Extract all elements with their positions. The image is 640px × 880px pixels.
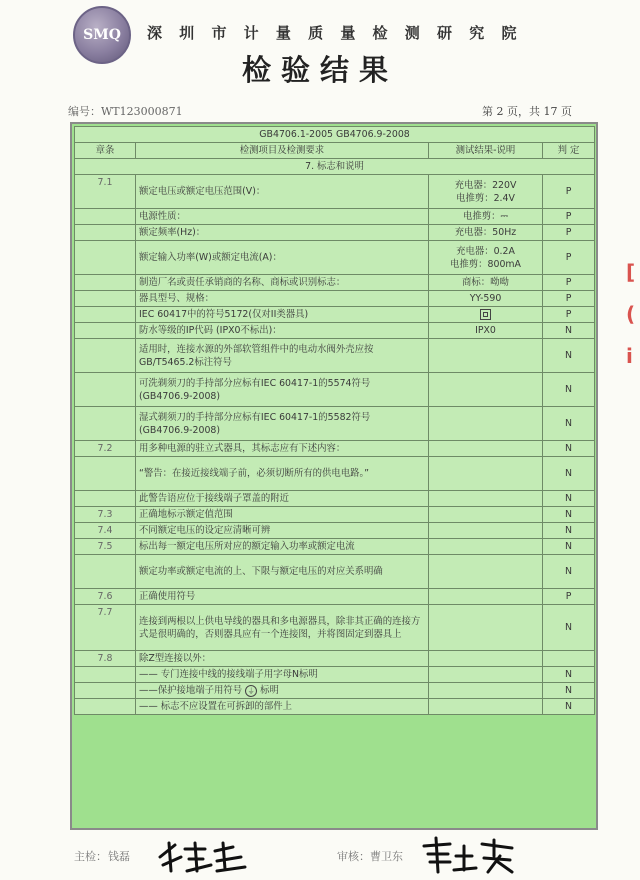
table-row (75, 291, 595, 307)
item-cell: 电源性质： (136, 209, 429, 225)
report-header (0, 0, 640, 118)
table-row (75, 683, 595, 699)
result-cell: 充电器：50Hz (429, 225, 543, 241)
clause-cell: 7.4 (75, 523, 136, 539)
table-row (75, 323, 595, 339)
result-cell: 充电器：0.2A 电推剪：800mA (429, 241, 543, 275)
item-cell: 连接到两根以上供电导线的器具和多电源器具，除非其正确的连接方式是很明确的，否则器具应有一个连接图，并将图固定到器具上 (136, 605, 429, 651)
table-row (75, 523, 595, 539)
col-clause-header: 章条 (75, 143, 136, 159)
item-cell: 额定功率或额定电流的上、下限与额定电压的对应关系明确 (136, 555, 429, 589)
clause-cell (75, 307, 136, 323)
table-row (75, 667, 595, 683)
result-cell (429, 589, 543, 605)
result-cell (429, 651, 543, 667)
verdict-cell: P (543, 307, 595, 323)
item-text-suffix: 标明 (260, 685, 279, 696)
clause-cell (75, 323, 136, 339)
col-verdict-header: 判 定 (543, 143, 595, 159)
table-row (75, 539, 595, 555)
reviewer-label: 审核： (337, 850, 370, 863)
clause-cell: 7.3 (75, 507, 136, 523)
verdict-cell: N (543, 339, 595, 373)
report-footer (0, 830, 640, 880)
page-title: 检验结果 (241, 53, 398, 87)
standards-row: GB4706.1-2005 GB4706.9-2008 (75, 127, 595, 143)
table-row (75, 457, 595, 491)
result-cell (429, 457, 543, 491)
verdict-cell: P (543, 175, 595, 209)
table-row (75, 241, 595, 275)
item-cell: 器具型号、规格： (136, 291, 429, 307)
verdict-cell: P (543, 291, 595, 307)
result-cell (429, 339, 543, 373)
table-row (75, 491, 595, 507)
item-text: ——保护接地端子用符号 (139, 685, 243, 696)
result-cell (429, 605, 543, 651)
clause-cell (75, 339, 136, 373)
item-cell: 正确使用符号 (136, 589, 429, 605)
result-cell (429, 373, 543, 407)
inspection-table (74, 126, 595, 715)
item-cell: 湿式剃须刀的手持部分应标有IEC 60417-1的5582符号 (GB4706.9-2008) (136, 407, 429, 441)
table-row (75, 441, 595, 457)
page-number: 第 2 页，共 17 页 (482, 105, 572, 118)
table-row (75, 339, 595, 373)
result-cell (429, 539, 543, 555)
verdict-cell: N (543, 507, 595, 523)
result-cell (429, 523, 543, 539)
clause-cell (75, 699, 136, 715)
item-cell: 额定输入功率(W)或额定电流(A)： (136, 241, 429, 275)
table-row (75, 407, 595, 441)
inspector-signature (155, 835, 250, 875)
clause-cell (75, 683, 136, 699)
clause-cell: 7.2 (75, 441, 136, 457)
result-cell: IPX0 (429, 323, 543, 339)
verdict-cell: N (543, 699, 595, 715)
report-number: 编号：WT123000871 (68, 105, 183, 118)
item-cell: 防水等级的IP代码 (IPX0不标出)： (136, 323, 429, 339)
result-cell: YY-590 (429, 291, 543, 307)
item-cell: 额定频率(Hz)： (136, 225, 429, 241)
reviewer-signature (420, 834, 520, 876)
verdict-cell: N (543, 441, 595, 457)
item-cell: IEC 60417中的符号5172(仅对II类器具) (136, 307, 429, 323)
header-row (75, 143, 595, 159)
item-cell: 不同额定电压的设定应清晰可辨 (136, 523, 429, 539)
clause-cell (75, 291, 136, 307)
result-cell (429, 441, 543, 457)
clause-cell (75, 667, 136, 683)
table-row (75, 175, 595, 209)
item-cell: 除Z型连接以外： (136, 651, 429, 667)
table-row (75, 555, 595, 589)
table-row (75, 605, 595, 651)
class-ii-symbol-icon (480, 309, 491, 320)
table-row (75, 307, 595, 323)
result-cell: 充电器：220V 电推剪：2.4V (429, 175, 543, 209)
table-row (75, 275, 595, 291)
verdict-cell: N (543, 555, 595, 589)
verdict-cell: P (543, 589, 595, 605)
verdict-cell: N (543, 605, 595, 651)
table-row (75, 699, 595, 715)
verdict-cell: P (543, 225, 595, 241)
section-title: 7. 标志和说明 (75, 159, 595, 175)
clause-cell: 7.5 (75, 539, 136, 555)
red-stamp-fragment: [ ( i (626, 260, 636, 368)
result-cell (429, 555, 543, 589)
result-cell (429, 507, 543, 523)
item-cell: —— 专门连接中线的接线端子用字母N标明 (136, 667, 429, 683)
item-cell: 额定电压或额定电压范围(V)： (136, 175, 429, 209)
item-cell: 正确地标示额定值范围 (136, 507, 429, 523)
col-item-header: 检测项目及检测要求 (136, 143, 429, 159)
clause-cell (75, 275, 136, 291)
earth-symbol-icon: ⏚ (245, 685, 257, 697)
inspector-label: 主检： (74, 850, 107, 863)
clause-cell: 7.6 (75, 589, 136, 605)
table-row (75, 209, 595, 225)
verdict-cell: N (543, 523, 595, 539)
verdict-cell: N (543, 667, 595, 683)
verdict-cell: N (543, 407, 595, 441)
result-cell (429, 683, 543, 699)
clause-cell: 7.8 (75, 651, 136, 667)
clause-cell (75, 555, 136, 589)
verdict-cell: N (543, 457, 595, 491)
logo-text: SMQ (83, 27, 121, 43)
clause-cell (75, 457, 136, 491)
verdict-cell: P (543, 209, 595, 225)
result-cell (429, 307, 543, 323)
clause-cell: 7.7 (75, 605, 136, 651)
clause-cell (75, 225, 136, 241)
clause-cell: 7.1 (75, 175, 136, 209)
item-cell: 适用时，连接水源的外部软管组件中的电动水阀外壳应按GB/T5465.2标注符号 (136, 339, 429, 373)
clause-cell (75, 241, 136, 275)
item-cell: 标出每一额定电压所对应的额定输入功率或额定电流 (136, 539, 429, 555)
item-cell: 可洗剃须刀的手持部分应标有IEC 60417-1的5574符号 (GB4706.9-2008) (136, 373, 429, 407)
verdict-cell: N (543, 683, 595, 699)
item-cell: 制造厂名或责任承销商的名称、商标或识别标志： (136, 275, 429, 291)
table-row (75, 651, 595, 667)
table-row (75, 225, 595, 241)
institute-name: 深 圳 市 计 量 质 量 检 测 研 究 院 (147, 24, 523, 42)
result-cell (429, 667, 543, 683)
table-row (75, 589, 595, 605)
result-cell (429, 491, 543, 507)
col-result-header: 测试结果-说明 (429, 143, 543, 159)
verdict-cell: N (543, 373, 595, 407)
result-cell: 商标：呦呦 (429, 275, 543, 291)
verdict-cell: N (543, 539, 595, 555)
clause-cell (75, 407, 136, 441)
item-cell: 用多种电源的驻立式器具，其标志应有下述内容： (136, 441, 429, 457)
item-cell: —— 标志不应设置在可拆卸的部件上 (136, 699, 429, 715)
verdict-cell: P (543, 275, 595, 291)
clause-cell (75, 373, 136, 407)
item-cell (136, 683, 429, 699)
clause-cell (75, 491, 136, 507)
verdict-cell: N (543, 491, 595, 507)
result-cell: 电推剪：⎓ (429, 209, 543, 225)
result-cell (429, 407, 543, 441)
item-cell: “警告：在接近接线端子前，必须切断所有的供电电路。” (136, 457, 429, 491)
clause-cell (75, 209, 136, 225)
table-row (75, 373, 595, 407)
table-row (75, 507, 595, 523)
verdict-cell (543, 651, 595, 667)
verdict-cell: P (543, 241, 595, 275)
verdict-cell: N (543, 323, 595, 339)
item-cell: 此警告语应位于接线端子罩盖的附近 (136, 491, 429, 507)
inspector-name: 钱磊 (108, 850, 130, 863)
result-cell (429, 699, 543, 715)
reviewer-name: 曹卫东 (370, 850, 403, 863)
